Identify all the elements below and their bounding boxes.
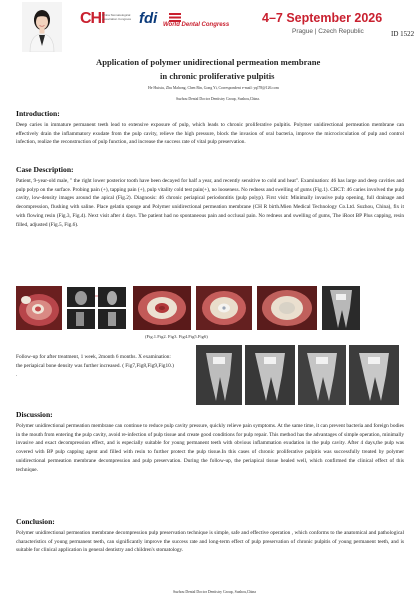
chi-logo-mark: CHI: [80, 10, 105, 27]
congress-date: 4–7 September 2026: [262, 11, 383, 25]
fig7-radiograph: [196, 345, 242, 405]
fig10-radiograph: [349, 345, 399, 405]
poster-id: ID 1522: [391, 30, 415, 38]
fig1-intraoral-photo: [16, 286, 62, 330]
case-description-heading: Case Description:: [16, 165, 74, 174]
introduction-heading: Introduction:: [16, 109, 60, 118]
conclusion-heading: Conclusion:: [16, 517, 55, 526]
fig9-radiograph: [298, 345, 346, 405]
footer-affiliation: Suzhou Dental Doctor Dentistry Group, Suzhou,China: [173, 590, 256, 594]
author-portrait: [22, 2, 62, 52]
author-list: He Huixiu, Zhu Mahong, Chen Bin, Gong Yi, Correspondent e-mail: yql78@126.com: [148, 86, 279, 90]
fig8-radiograph: [245, 345, 295, 405]
congress-location: Prague | Czech Republic: [292, 28, 364, 35]
conclusion-text: Polymer unidirectional permeation membrane decompression pulp preservation technique is simple, safe and effective operation , which conforms to the anatomical and pathological characteristics of young permanent teeth, can significantly improve the success rate and long-term effect of pulp preservation of chronic pulpitis of young permanent teeth, and is suitable for clinical application in general dentistry and children's stomatology.: [16, 530, 404, 554]
chi-logo-subtitle: China Stomatological Association Congress: [102, 13, 132, 21]
fdi-logo-mark: fdi: [139, 10, 158, 27]
figure-caption: (Fig.1.Fig2. Fig3. Fig4.Fig5.Fig6): [145, 334, 208, 339]
discussion-text: Polymer unidirectional permeation membrane can continue to reduce pulp cavity pressure, quickly relieve pain symptoms. At the same time, it can prevent bacteria and foreign bodies in the mouth from entering the pulp cavity, avoid re-infection of pulp tissue and create good conditions for pulp repair. This method has the advantages of simple operation, minimally invasive and exact decompression effect, and is especially suitable for young permanent teeth with obvious inflammation exudation in the pulp cavity. After 4 days,the pulp was covered with BP pulp capping agent and filled with resin to further protect the pulp tissue.In this cases of chronic proliferative pulpitis was successfully treated by polymer unidirectional permeation membrane decompression and pulp preservation. During the follow-up, the periapical tissue healed well, which confirmed the clinical effect of this technique.: [16, 423, 404, 473]
fdi-logo-subtitle: World Dental Congress: [163, 22, 230, 28]
poster-subtitle: in chronic proliferative pulpitis: [160, 71, 275, 81]
poster-title: Application of polymer unidirectional permeation membrane: [96, 57, 321, 67]
introduction-text: Deep caries in immature permanent teeth lead to extensive exposure of pulp, which leads to chronic proliferative pulpitis. Polymer unidirectional permeation membrane can effectively drain the inflammatory exudate from the pulp cavity, relieve the high pressure, block the invasion of oral bacteria, improve the microcirculation of pulp and control infection, realize the reconstruction of pulp function, and increase the success rate of vital pulp preservation.: [16, 122, 404, 146]
affiliation: Suzhou Dental Doctor Dentistry Group, Suzhou,China.: [176, 97, 260, 101]
fig6-radiograph: [322, 286, 360, 330]
fig3-cavity-photo: [133, 286, 191, 330]
fdi-logo: [139, 10, 230, 36]
followup-text: Follow-up for after treatment, 1 week, 2month 6 months. X examination: the periapical bone density was further increased. ( Fig7,Fig8,Fig9,Fig10.) .: [16, 354, 174, 378]
fig4-membrane-photo: [196, 286, 252, 330]
fig2-cbct-scans: [66, 286, 128, 330]
discussion-heading: Discussion:: [16, 410, 53, 419]
fig5-restoration-photo: [257, 286, 317, 330]
chi-logo: [80, 10, 136, 38]
fdi-logo-bars-icon: [169, 13, 181, 22]
header: [0, 0, 418, 52]
case-description-text: Patient, 9-year-old male, " the right lower posterior tooth have been decayed for half a year, and recently sensitive to cold and heat". Examination: 46 has large and deep cavities and pulp polyp on the surface. Probing pain (+), tapping pain (+), pulp vitality cold test pain(+), no looseness. No redness and swelling of gums (Fig.1). CBCT: 46 caries involved the pulp cavity, low-density images around the apical (Fig.2). Diagnosis: 46 chronic periapical periodontitis (pulp polyp). First visit: Minimally invasive pulp opening, full drainage and decompression, flushing with saline. Place gelatin sponge and Polymer unidirectional permeation membrane (CH R birth.Mien Medical Technology Co.Ltd. Suzhou, China), fix it with flowing resin (Fig.3, Fig.4). Next visit after 4 days. The patient had no spontaneous pain and occlusal pain. No redness and swelling of gums, The iRoot BP Plus capping, resin filled, adjusted (Fig.5, Fig.6).: [16, 178, 404, 228]
